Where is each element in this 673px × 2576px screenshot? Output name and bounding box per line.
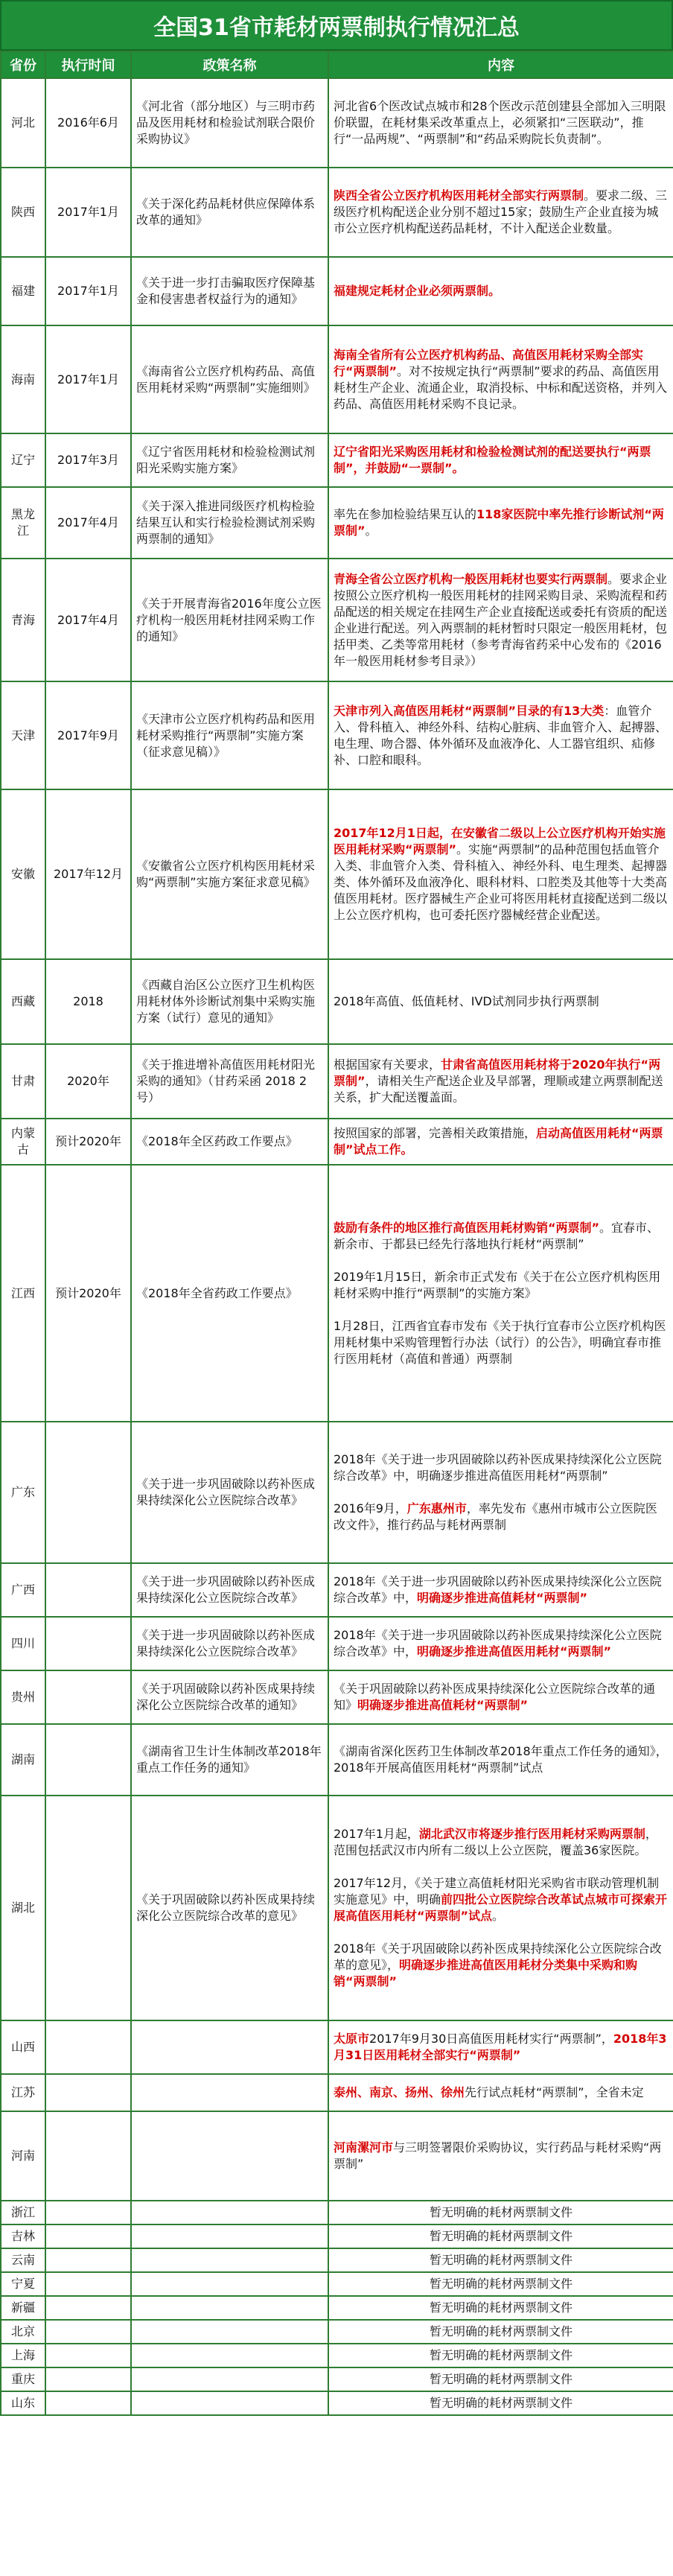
time-cell: 2018 <box>45 959 131 1044</box>
header-content: 内容 <box>328 51 673 78</box>
province-cell: 西藏 <box>1 959 45 1044</box>
table-row <box>1 2272 673 2296</box>
content-cell <box>328 789 673 959</box>
policy-cell <box>131 2272 328 2296</box>
time-cell <box>45 2367 131 2391</box>
content-text: 暂无明确的耗材两票制文件 <box>429 2396 572 2410</box>
policy-cell: 《关于进一步巩固破除以药补医成果持续深化公立医院综合改革》 <box>131 1563 328 1617</box>
table-row <box>1 257 673 325</box>
content-text: 2017年12月，《关于建立高值耗材阳光采购省市联动管理机制实施意见》中，明确 <box>334 1876 660 1906</box>
table-header <box>1 51 673 78</box>
province-cell: 宁夏 <box>1 2272 45 2296</box>
table-row <box>1 2391 673 2415</box>
highlight-text: 太原市 <box>334 2032 370 2046</box>
content-text: 暂无明确的耗材两票制文件 <box>429 2229 572 2243</box>
table-row <box>1 1617 673 1670</box>
header-policy: 政策名称 <box>131 51 328 78</box>
policy-cell <box>131 2367 328 2391</box>
time-cell <box>45 2391 131 2415</box>
time-cell: 2017年1月 <box>45 257 131 325</box>
content-cell <box>328 433 673 487</box>
province-cell: 江西 <box>1 1165 45 1422</box>
content-cell <box>328 2391 673 2415</box>
policy-cell: 《关于进一步巩固破除以药补医成果持续深化公立医院综合改革》 <box>131 1422 328 1563</box>
content-cell <box>328 959 673 1044</box>
content-text: 1月28日，江西省宜春市发布《关于执行宜春市公立医疗机构医用耗材集中采购管理暂行办法（试行）的公告》，明确宜春市推行医用耗材（高值和普通）两票制 <box>334 1318 666 1366</box>
highlight-text: 前四批公立医院综合改革试点城市可探索开展高值医用耗材“两票制”试点 <box>334 1892 668 1923</box>
content-text: 2017年1月起， <box>334 1827 419 1841</box>
table-row <box>1 2020 673 2074</box>
policy-cell <box>131 2391 328 2415</box>
province-cell: 内蒙古 <box>1 1119 45 1165</box>
policy-cell <box>131 2296 328 2320</box>
time-cell <box>45 1617 131 1670</box>
time-cell: 2017年12月 <box>45 789 131 959</box>
policy-cell: 《2018年全区药政工作要点》 <box>131 1119 328 1165</box>
content-text: 2018年《关于巩固破除以药补医成果持续深化公立医院综合改革的意见》， <box>334 1941 662 1972</box>
province-cell: 吉林 <box>1 2224 45 2248</box>
table-row <box>1 559 673 681</box>
table-row <box>1 1422 673 1563</box>
time-cell: 预计2020年 <box>45 1119 131 1165</box>
highlight-text: 福建规定耗材企业必须两票制。 <box>334 284 501 298</box>
content-cell <box>328 2201 673 2224</box>
table-row <box>1 2367 673 2391</box>
province-cell: 福建 <box>1 257 45 325</box>
content-cell <box>328 257 673 325</box>
content-text: ：血管介入、骨科植入、神经外科、结构心脏病、非血管介入、起搏器、电生理、吻合器、体外循环及血液净化、人工器官组织、疝修补、口腔和眼科。 <box>334 703 668 767</box>
policy-cell: 《关于巩固破除以药补医成果持续深化公立医院综合改革的意见》 <box>131 1796 328 2020</box>
content-cell <box>328 325 673 433</box>
content-text: 2018年《关于进一步巩固破除以药补医成果持续深化公立医院综合改革》中，明确逐步推进高值医用耗材“两票制” <box>334 1452 662 1483</box>
content-text: 率先在参加检验结果互认的 <box>334 507 477 521</box>
content-text: 暂无明确的耗材两票制文件 <box>429 2253 572 2267</box>
time-cell: 2017年4月 <box>45 487 131 559</box>
province-cell: 云南 <box>1 2248 45 2272</box>
time-cell <box>45 2111 131 2201</box>
policy-cell: 《湖南省卫生计生体制改革2018年重点工作任务的通知》 <box>131 1724 328 1796</box>
policy-cell: 《天津市公立医疗机构药品和医用耗材采购推行“两票制”实施方案（征求意见稿）》 <box>131 681 328 789</box>
policy-cell: 《关于深入推进同级医疗机构检验结果互认和实行检验检测试剂采购两票制的通知》 <box>131 487 328 559</box>
content-text: 。 <box>492 1909 505 1923</box>
time-cell <box>45 1422 131 1563</box>
content-text: ，率先发布《惠州市城市公立医院医改文件》，推行药品与耗材两票制 <box>334 1501 657 1532</box>
content-text: 暂无明确的耗材两票制文件 <box>429 2300 572 2315</box>
province-cell: 山西 <box>1 2020 45 2074</box>
time-cell <box>45 2201 131 2224</box>
content-cell <box>328 1796 673 2020</box>
province-cell: 青海 <box>1 559 45 681</box>
policy-cell <box>131 2344 328 2367</box>
table-row <box>1 959 673 1044</box>
table-row <box>1 1165 673 1422</box>
table-row <box>1 2320 673 2344</box>
province-cell: 广西 <box>1 1563 45 1617</box>
policy-table <box>0 51 673 2416</box>
time-cell: 2017年1月 <box>45 325 131 433</box>
table-row <box>1 1724 673 1796</box>
content-cell <box>328 1044 673 1119</box>
content-cell <box>328 2111 673 2201</box>
content-cell <box>328 559 673 681</box>
table-row <box>1 2074 673 2111</box>
table-row <box>1 2248 673 2272</box>
content-cell <box>328 1724 673 1796</box>
highlight-text: 辽宁省阳光采购医用耗材和检验检测试剂的配送要执行“两票制”，并鼓励“一票制”。 <box>334 445 651 475</box>
highlight-text: 广东惠州市 <box>406 1501 467 1516</box>
content-cell <box>328 1422 673 1563</box>
content-cell <box>328 2320 673 2344</box>
content-text: 。 <box>365 524 377 538</box>
content-text: 。宜春市、新余市、于都县已经先行落地执行耗材“两票制” <box>334 1220 660 1251</box>
province-cell: 安徽 <box>1 789 45 959</box>
content-cell <box>328 2367 673 2391</box>
highlight-text: 鼓励有条件的地区推行高值医用耗材购销“两票制” <box>334 1220 600 1235</box>
content-text: 暂无明确的耗材两票制文件 <box>429 2277 572 2291</box>
policy-cell: 《关于推进增补高值医用耗材阳光采购的通知》（甘药采函 2018 2号） <box>131 1044 328 1119</box>
time-cell: 2017年3月 <box>45 433 131 487</box>
content-text: 2016年9月， <box>334 1501 407 1516</box>
highlight-text: 海南全省所有公立医疗机构药品、高值医用耗材采购全部实行“两票制” <box>334 347 644 378</box>
content-cell <box>328 1617 673 1670</box>
table-row <box>1 1670 673 1724</box>
highlight-text: 明确逐步推进高值医用耗材“两票制” <box>417 1644 612 1659</box>
time-cell: 预计2020年 <box>45 1165 131 1422</box>
highlight-text: 河南漯河市 <box>334 2140 394 2154</box>
content-cell <box>328 1165 673 1422</box>
time-cell: 2016年6月 <box>45 78 131 168</box>
province-cell: 辽宁 <box>1 433 45 487</box>
province-cell: 北京 <box>1 2320 45 2344</box>
content-cell <box>328 1670 673 1724</box>
time-cell <box>45 2224 131 2248</box>
content-cell <box>328 168 673 257</box>
highlight-text: 湖北武汉市将逐步推行医用耗材采购两票制 <box>418 1827 645 1841</box>
province-cell: 天津 <box>1 681 45 789</box>
policy-cell <box>131 2074 328 2111</box>
content-cell <box>328 2074 673 2111</box>
content-text: 暂无明确的耗材两票制文件 <box>429 2348 572 2362</box>
content-text: 2019年1月15日，新余市正式发布《关于在公立医疗机构医用耗材采购中推行“两票制”的实施方案》 <box>334 1269 661 1300</box>
header-time: 执行时间 <box>45 51 131 78</box>
time-cell <box>45 2344 131 2367</box>
highlight-text: 明确逐步推进高值耗材“两票制” <box>417 1591 588 1605</box>
time-cell <box>45 1563 131 1617</box>
content-text: 先行试点耗材“两票制”，全省未定 <box>465 2085 644 2099</box>
highlight-text: 陕西全省公立医疗机构医用耗材全部实行两票制 <box>334 188 584 203</box>
province-cell: 甘肃 <box>1 1044 45 1119</box>
content-text: 暂无明确的耗材两票制文件 <box>429 2205 572 2219</box>
table-row <box>1 789 673 959</box>
province-cell: 上海 <box>1 2344 45 2367</box>
table-row <box>1 433 673 487</box>
province-cell: 重庆 <box>1 2367 45 2391</box>
content-cell <box>328 2344 673 2367</box>
table-row <box>1 78 673 168</box>
time-cell <box>45 2272 131 2296</box>
content-text: 《关于巩固破除以药补医成果持续深化公立医院综合改革的通知》 <box>334 1682 656 1712</box>
policy-cell <box>131 2020 328 2074</box>
highlight-text: 2017年12月1日起，在安徽省二级以上公立医疗机构开始实施医用耗材采购“两票制” <box>334 826 666 856</box>
time-cell: 2017年4月 <box>45 559 131 681</box>
province-cell: 湖南 <box>1 1724 45 1796</box>
content-cell <box>328 1119 673 1165</box>
policy-cell: 《西藏自治区公立医疗卫生机构医用耗材体外诊断试剂集中采购实施方案（试行）意见的通知》 <box>131 959 328 1044</box>
table-row <box>1 2201 673 2224</box>
content-text: 河北省6个医改试点城市和28个医改示范创建县全部加入三明限价联盟，在耗材集采改革重点上，必须紧扣“三医联动”，推行“一品两规”、“两票制”和“药品采购院长负责制”。 <box>334 99 666 146</box>
table-row <box>1 2111 673 2201</box>
province-cell: 贵州 <box>1 1670 45 1724</box>
policy-cell: 《关于进一步巩固破除以药补医成果持续深化公立医院综合改革》 <box>131 1617 328 1670</box>
header-province: 省份 <box>1 51 45 78</box>
policy-cell: 《关于进一步打击骗取医疗保障基金和侵害患者权益行为的通知》 <box>131 257 328 325</box>
highlight-text: 甘肃省高值医用耗材将于2020年执行“两票制” <box>334 1058 661 1088</box>
time-cell: 2017年9月 <box>45 681 131 789</box>
content-cell <box>328 2296 673 2320</box>
province-cell: 新疆 <box>1 2296 45 2320</box>
policy-cell <box>131 2224 328 2248</box>
content-cell <box>328 78 673 168</box>
highlight-text: 泰州、南京、扬州、徐州 <box>334 2085 465 2099</box>
province-cell: 四川 <box>1 1617 45 1670</box>
policy-cell: 《2018年全省药政工作要点》 <box>131 1165 328 1422</box>
policy-cell <box>131 2111 328 2201</box>
time-cell <box>45 2248 131 2272</box>
content-text: 《湖南省深化医药卫生体制改革2018年重点工作任务的通知》，2018年开展高值医用耗材“两票制”试点 <box>334 1744 668 1775</box>
time-cell <box>45 2020 131 2074</box>
page-title: 全国31省市耗材两票制执行情况汇总 <box>0 0 673 51</box>
table-row <box>1 168 673 257</box>
content-text: 暂无明确的耗材两票制文件 <box>429 2372 572 2386</box>
policy-cell <box>131 2320 328 2344</box>
time-cell <box>45 1670 131 1724</box>
table-row <box>1 1563 673 1617</box>
table-row <box>1 681 673 789</box>
highlight-text: 明确逐步推进高值医用耗材分类集中采购和购销“两票制” <box>334 1958 638 1988</box>
province-cell: 海南 <box>1 325 45 433</box>
province-cell: 湖北 <box>1 1796 45 2020</box>
province-cell: 浙江 <box>1 2201 45 2224</box>
policy-cell: 《关于深化药品耗材供应保障体系改革的通知》 <box>131 168 328 257</box>
policy-cell: 《海南省公立医疗机构药品、高值医用耗材采购“两票制”实施细则》 <box>131 325 328 433</box>
highlight-text: 明确逐步推进高值耗材“两票制” <box>357 1698 529 1712</box>
province-cell: 广东 <box>1 1422 45 1563</box>
content-text: 根据国家有关要求， <box>334 1058 441 1072</box>
highlight-text: 天津市列入高值医用耗材“两票制”目录的有13大类 <box>334 703 605 718</box>
table-row <box>1 1044 673 1119</box>
highlight-text: 2018年3月31日医用耗材全部实行“两票制” <box>334 2032 667 2062</box>
highlight-text: 青海全省公立医疗机构一般医用耗材也要实行两票制 <box>334 571 608 586</box>
content-cell <box>328 1563 673 1617</box>
content-text: 2018年《关于进一步巩固破除以药补医成果持续深化公立医院综合改革》中， <box>334 1628 662 1659</box>
province-cell: 河北 <box>1 78 45 168</box>
content-cell <box>328 2224 673 2248</box>
table-row <box>1 487 673 559</box>
content-text: 与三明签署限价采购协议，实行药品与耗材采购“两票制” <box>334 2140 662 2171</box>
policy-cell: 《安徽省公立医疗机构医用耗材采购“两票制”实施方案征求意见稿》 <box>131 789 328 959</box>
time-cell <box>45 2074 131 2111</box>
time-cell: 2017年1月 <box>45 168 131 257</box>
time-cell <box>45 2296 131 2320</box>
content-text: 2018年高值、低值耗材、IVD试剂同步执行两票制 <box>334 994 599 1008</box>
content-text: 按照国家的部署，完善相关政策措施， <box>334 1126 537 1140</box>
policy-cell: 《关于巩固破除以药补医成果持续深化公立医院综合改革的通知》 <box>131 1670 328 1724</box>
content-text: ，请相关生产配送企业及早部署，理顺或建立两票制配送关系，扩大配送覆盖面。 <box>334 1074 663 1104</box>
highlight-text: 118家医院中率先推行诊断试剂“两票制” <box>334 507 664 538</box>
content-text: 。要求企业按照公立医疗机构一般医用耗材的挂网采购目录、采购流程和药品配送的相关规定在挂网生产企业直接配送或委托有资质的配送企业进行配送。列入两票制的耗材暂时只限定一般医用耗材，包括甲类、乙类等常用耗材（参考青海省药采中心发布的《2016年一般医用耗材参考目录》） <box>334 571 668 668</box>
content-cell <box>328 681 673 789</box>
time-cell: 2020年 <box>45 1044 131 1119</box>
policy-cell <box>131 2248 328 2272</box>
province-cell: 陕西 <box>1 168 45 257</box>
content-cell <box>328 2272 673 2296</box>
table-row <box>1 1119 673 1165</box>
content-text: 2017年9月30日高值医用耗材实行“两票制”， <box>369 2032 613 2046</box>
content-text: 。要求二级、三级医疗机构配送企业分别不超过15家；鼓励生产企业直接为城市公立医疗机构配送药品耗材，不计入配送企业数量。 <box>334 188 668 235</box>
time-cell <box>45 1724 131 1796</box>
highlight-text: 启动高值医用耗材“两票制”试点工作。 <box>334 1126 663 1157</box>
time-cell <box>45 1796 131 2020</box>
table-row <box>1 2224 673 2248</box>
content-cell <box>328 2248 673 2272</box>
province-cell: 山东 <box>1 2391 45 2415</box>
content-text: 暂无明确的耗材两票制文件 <box>429 2324 572 2338</box>
time-cell <box>45 2320 131 2344</box>
table-row <box>1 325 673 433</box>
province-cell: 黑龙江 <box>1 487 45 559</box>
content-cell <box>328 2020 673 2074</box>
province-cell: 江苏 <box>1 2074 45 2111</box>
policy-cell: 《河北省（部分地区）与三明市药品及医用耗材和检验试剂联合限价采购协议》 <box>131 78 328 168</box>
policy-cell <box>131 2201 328 2224</box>
table-row <box>1 1796 673 2020</box>
table-row <box>1 2296 673 2320</box>
content-text: 。对不按规定执行“两票制”要求的药品、高值医用耗材生产企业、流通企业，取消投标、中标和配送资格，并列入药品、高值医用耗材采购不良记录。 <box>334 363 668 411</box>
province-cell: 河南 <box>1 2111 45 2201</box>
policy-cell: 《关于开展青海省2016年度公立医疗机构一般医用耗材挂网采购工作的通知》 <box>131 559 328 681</box>
content-cell <box>328 487 673 559</box>
content-text: ，范围包括武汉市内所有二级以上公立医院，覆盖36家医院。 <box>334 1827 657 1857</box>
table-row <box>1 2344 673 2367</box>
table-body <box>1 78 673 2415</box>
content-text: 。实施“两票制”的品种范围包括血管介入类、非血管介入类、骨科植入、神经外科、电生理类、起搏器类、体外循环及血液净化、眼科材料、口腔类及其他等十大类高值医用耗材。医疗器械生产企业可将医用耗材直接配送到二级以上公立医疗机构，也可委托医疗器械经营企业配送。 <box>334 842 668 922</box>
content-text: 2018年《关于进一步巩固破除以药补医成果持续深化公立医院综合改革》中， <box>334 1574 662 1605</box>
policy-cell: 《辽宁省医用耗材和检验检测试剂阳光采购实施方案》 <box>131 433 328 487</box>
